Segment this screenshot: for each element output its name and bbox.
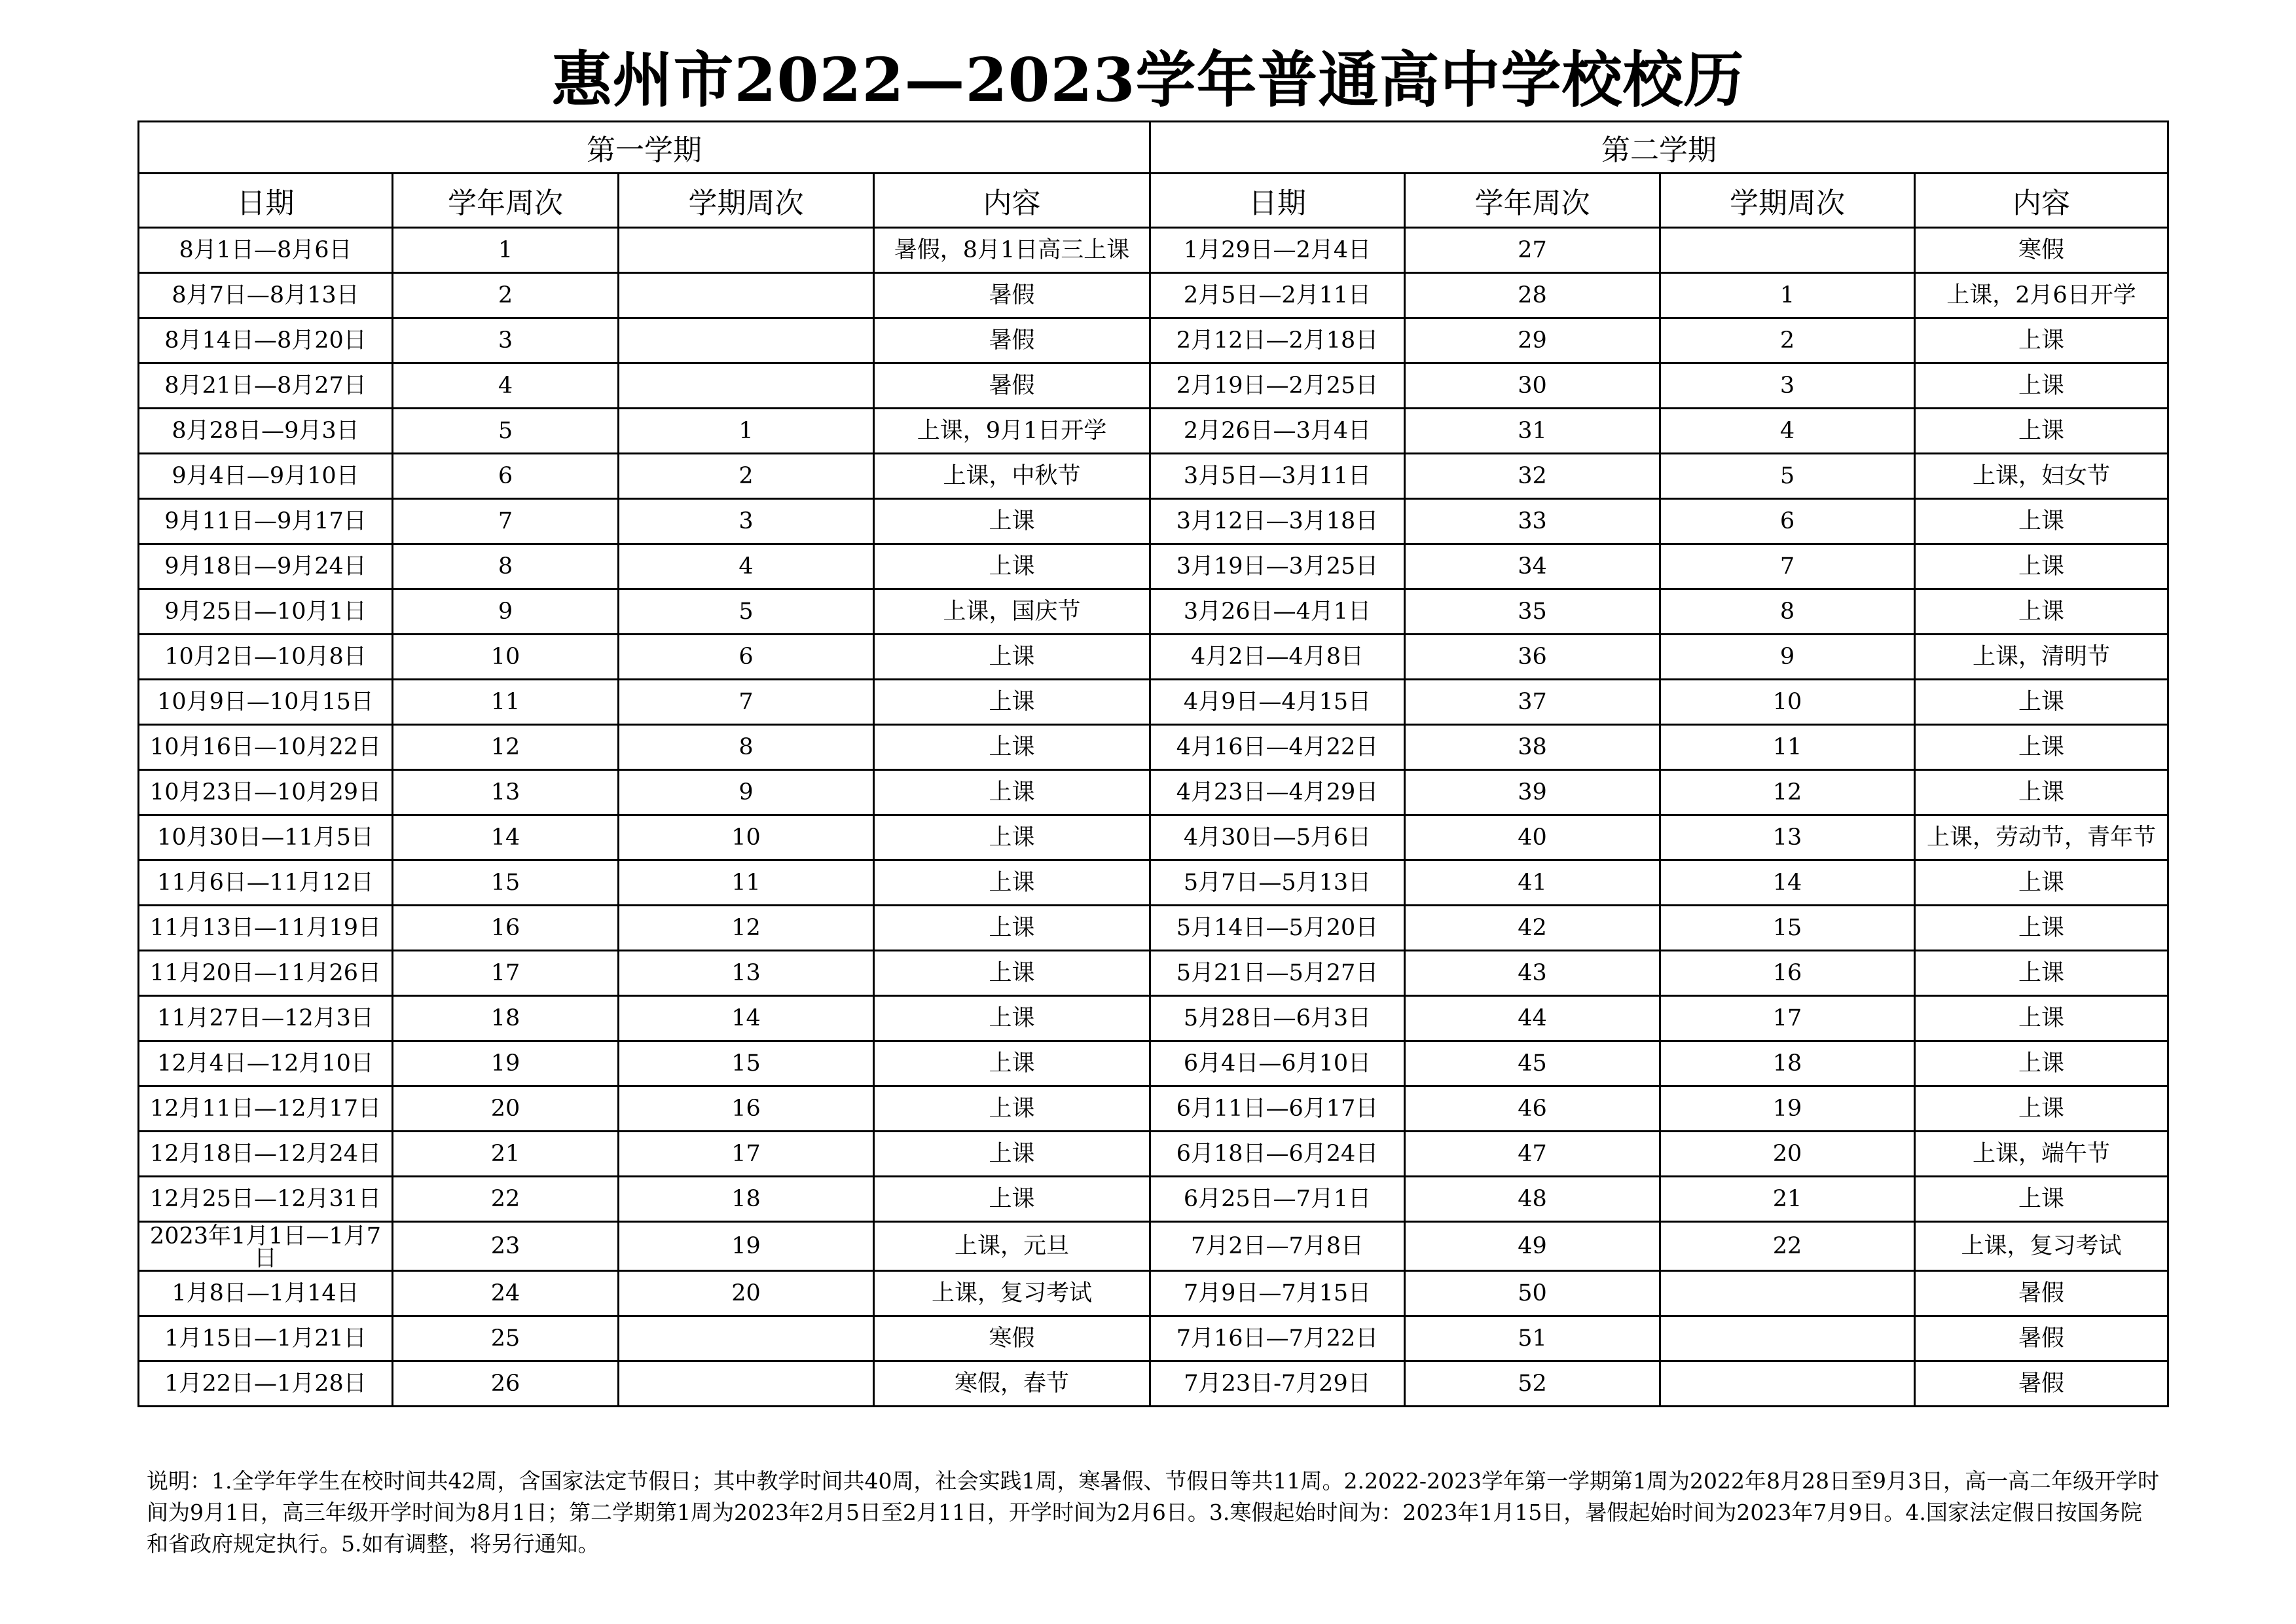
- content-cell: 上课，2月6日开学: [1915, 273, 2168, 318]
- date-cell: 6月18日—6月24日: [1150, 1132, 1405, 1177]
- semester-week-cell: 12: [619, 906, 874, 951]
- date-cell: 10月23日—10月29日: [139, 770, 393, 815]
- table-row: [139, 1177, 2168, 1222]
- date-cell: 11月20日—11月26日: [139, 951, 393, 996]
- date-cell: 8月1日—8月6日: [139, 228, 393, 273]
- content-cell: 上课: [1915, 996, 2168, 1041]
- content-cell: 上课: [874, 499, 1150, 544]
- date-cell: 9月4日—9月10日: [139, 454, 393, 499]
- year-week-cell: 20: [393, 1086, 619, 1132]
- date-cell: 4月2日—4月8日: [1150, 635, 1405, 680]
- content-cell: 上课，劳动节，青年节: [1915, 815, 2168, 860]
- year-week-cell: 32: [1405, 454, 1660, 499]
- semester-week-cell: 19: [1660, 1086, 1915, 1132]
- date-cell: 1月8日—1月14日: [139, 1271, 393, 1316]
- table-row: [139, 725, 2168, 770]
- table-row: [139, 951, 2168, 996]
- date-cell: 6月11日—6月17日: [1150, 1086, 1405, 1132]
- year-week-cell: 42: [1405, 906, 1660, 951]
- year-week-cell: 3: [393, 318, 619, 363]
- year-week-cell: 34: [1405, 544, 1660, 589]
- date-cell: 8月7日—8月13日: [139, 273, 393, 318]
- year-week-cell: 26: [393, 1361, 619, 1407]
- semester-week-cell: [1660, 1361, 1915, 1407]
- column-header-date: 日期: [1150, 174, 1405, 228]
- content-cell: 上课: [1915, 544, 2168, 589]
- content-cell: 上课，元旦: [874, 1222, 1150, 1271]
- content-cell: 上课，国庆节: [874, 589, 1150, 635]
- semester-week-cell: [1660, 228, 1915, 273]
- year-week-cell: 40: [1405, 815, 1660, 860]
- semester-week-cell: 17: [619, 1132, 874, 1177]
- year-week-cell: 15: [393, 860, 619, 906]
- year-week-cell: 50: [1405, 1271, 1660, 1316]
- table-row: [139, 499, 2168, 544]
- column-header-row: [139, 174, 2168, 228]
- content-cell: 上课: [1915, 1086, 2168, 1132]
- year-week-cell: 31: [1405, 409, 1660, 454]
- table-row: [139, 906, 2168, 951]
- year-week-cell: 35: [1405, 589, 1660, 635]
- date-cell: 7月9日—7月15日: [1150, 1271, 1405, 1316]
- content-cell: 上课: [1915, 1041, 2168, 1086]
- content-cell: 上课: [874, 770, 1150, 815]
- year-week-cell: 14: [393, 815, 619, 860]
- content-cell: 寒假: [874, 1316, 1150, 1361]
- table-row: [139, 680, 2168, 725]
- column-header-year-week: 学年周次: [1405, 174, 1660, 228]
- content-cell: 暑假: [1915, 1316, 2168, 1361]
- year-week-cell: 49: [1405, 1222, 1660, 1271]
- table-row: [139, 770, 2168, 815]
- content-cell: 暑假: [1915, 1361, 2168, 1407]
- content-cell: 上课: [1915, 1177, 2168, 1222]
- year-week-cell: 45: [1405, 1041, 1660, 1086]
- year-week-cell: 23: [393, 1222, 619, 1271]
- content-cell: 上课: [1915, 725, 2168, 770]
- content-cell: 暑假，8月1日高三上课: [874, 228, 1150, 273]
- year-week-cell: 47: [1405, 1132, 1660, 1177]
- semester-week-cell: 4: [619, 544, 874, 589]
- date-cell: 12月11日—12月17日: [139, 1086, 393, 1132]
- date-cell: 9月25日—10月1日: [139, 589, 393, 635]
- year-week-cell: 5: [393, 409, 619, 454]
- semester-week-cell: 6: [1660, 499, 1915, 544]
- content-cell: 上课: [874, 815, 1150, 860]
- year-week-cell: 41: [1405, 860, 1660, 906]
- year-week-cell: 44: [1405, 996, 1660, 1041]
- content-cell: 上课，中秋节: [874, 454, 1150, 499]
- date-cell: 10月16日—10月22日: [139, 725, 393, 770]
- table-row: [139, 409, 2168, 454]
- semester-week-cell: 2: [619, 454, 874, 499]
- semester-week-cell: 16: [1660, 951, 1915, 996]
- date-cell: 7月23日-7月29日: [1150, 1361, 1405, 1407]
- semester-week-cell: 14: [1660, 860, 1915, 906]
- year-week-cell: 46: [1405, 1086, 1660, 1132]
- table-row: [139, 1086, 2168, 1132]
- semester-week-cell: 13: [619, 951, 874, 996]
- semester-week-cell: 20: [619, 1271, 874, 1316]
- semester-week-cell: 2: [1660, 318, 1915, 363]
- year-week-cell: 27: [1405, 228, 1660, 273]
- table-row: [139, 363, 2168, 409]
- date-cell: 5月21日—5月27日: [1150, 951, 1405, 996]
- semester-week-cell: 1: [1660, 273, 1915, 318]
- date-cell: 2月12日—2月18日: [1150, 318, 1405, 363]
- date-cell: 7月16日—7月22日: [1150, 1316, 1405, 1361]
- table-row: [139, 1222, 2168, 1271]
- semester-week-cell: 7: [619, 680, 874, 725]
- semester-week-cell: 4: [1660, 409, 1915, 454]
- content-cell: 上课: [1915, 906, 2168, 951]
- semester-week-cell: 8: [1660, 589, 1915, 635]
- school-calendar-table: [137, 120, 2169, 1407]
- content-cell: 上课: [874, 1041, 1150, 1086]
- date-cell: 9月18日—9月24日: [139, 544, 393, 589]
- year-week-cell: 13: [393, 770, 619, 815]
- column-header-content: 内容: [1915, 174, 2168, 228]
- table-row: [139, 228, 2168, 273]
- first-semester-header: 第一学期: [139, 122, 1150, 174]
- content-cell: 暑假: [874, 363, 1150, 409]
- year-week-cell: 52: [1405, 1361, 1660, 1407]
- year-week-cell: 38: [1405, 725, 1660, 770]
- date-cell: 4月23日—4月29日: [1150, 770, 1405, 815]
- year-week-cell: 4: [393, 363, 619, 409]
- table-row: [139, 815, 2168, 860]
- content-cell: 上课，妇女节: [1915, 454, 2168, 499]
- content-cell: 上课: [874, 951, 1150, 996]
- semester-week-cell: 16: [619, 1086, 874, 1132]
- table-row: [139, 860, 2168, 906]
- year-week-cell: 1: [393, 228, 619, 273]
- content-cell: 上课: [1915, 860, 2168, 906]
- semester-week-cell: 3: [619, 499, 874, 544]
- year-week-cell: 22: [393, 1177, 619, 1222]
- semester-week-cell: 9: [1660, 635, 1915, 680]
- year-week-cell: 10: [393, 635, 619, 680]
- content-cell: 上课: [874, 860, 1150, 906]
- semester-week-cell: 19: [619, 1222, 874, 1271]
- date-cell: 5月28日—6月3日: [1150, 996, 1405, 1041]
- semester-week-cell: [619, 363, 874, 409]
- year-week-cell: 6: [393, 454, 619, 499]
- table-row: [139, 1271, 2168, 1316]
- date-cell: 2月19日—2月25日: [1150, 363, 1405, 409]
- semester-week-cell: 5: [619, 589, 874, 635]
- column-header-semester-week: 学期周次: [1660, 174, 1915, 228]
- date-cell: 12月4日—12月10日: [139, 1041, 393, 1086]
- date-cell: 8月14日—8月20日: [139, 318, 393, 363]
- date-cell: 3月5日—3月11日: [1150, 454, 1405, 499]
- date-cell: 10月2日—10月8日: [139, 635, 393, 680]
- page-title: 惠州市2022—2023学年普通高中学校校历: [551, 45, 1745, 115]
- semester-week-cell: 15: [619, 1041, 874, 1086]
- date-cell: 3月12日—3月18日: [1150, 499, 1405, 544]
- semester-week-cell: [1660, 1271, 1915, 1316]
- semester-week-cell: 18: [1660, 1041, 1915, 1086]
- date-cell: 1月22日—1月28日: [139, 1361, 393, 1407]
- year-week-cell: 51: [1405, 1316, 1660, 1361]
- table-row: [139, 589, 2168, 635]
- semester-week-cell: 11: [619, 860, 874, 906]
- notes-text: 说明：1.全学年学生在校时间共42周，含国家法定节假日；其中教学时间共40周，社会实践1周，寒暑假、节假日等共11周。2.2022-2023学年第一学期第1周为2022年8月28日至9月3日，高一高二年级开学时间为9月1日，高三年级开学时间为8月1日；第二学期第1周为2023年2月5日至2月11日，开学时间为2月6日。3.寒假起始时间为：2023年1月15日，暑假起始时间为2023年7月9日。4.国家法定假日按国务院和省政府规定执行。5.如有调整，将另行通知。: [147, 1468, 2160, 1557]
- year-week-cell: 48: [1405, 1177, 1660, 1222]
- content-cell: 上课: [1915, 951, 2168, 996]
- date-cell: 10月9日—10月15日: [139, 680, 393, 725]
- year-week-cell: 33: [1405, 499, 1660, 544]
- date-cell: 3月26日—4月1日: [1150, 589, 1405, 635]
- date-cell: 1月29日—2月4日: [1150, 228, 1405, 273]
- table-row: [139, 544, 2168, 589]
- year-week-cell: 43: [1405, 951, 1660, 996]
- year-week-cell: 2: [393, 273, 619, 318]
- year-week-cell: 28: [1405, 273, 1660, 318]
- semester-week-cell: 10: [1660, 680, 1915, 725]
- semester-week-cell: [619, 273, 874, 318]
- semester-week-cell: 15: [1660, 906, 1915, 951]
- content-cell: 上课: [1915, 680, 2168, 725]
- date-cell: 2月5日—2月11日: [1150, 273, 1405, 318]
- semester-week-cell: 7: [1660, 544, 1915, 589]
- date-cell: 5月14日—5月20日: [1150, 906, 1405, 951]
- semester-week-cell: 9: [619, 770, 874, 815]
- semester-week-cell: 11: [1660, 725, 1915, 770]
- content-cell: 上课，端午节: [1915, 1132, 2168, 1177]
- year-week-cell: 19: [393, 1041, 619, 1086]
- date-cell: 3月19日—3月25日: [1150, 544, 1405, 589]
- content-cell: 暑假: [1915, 1271, 2168, 1316]
- content-cell: 上课，复习考试: [874, 1271, 1150, 1316]
- date-cell: 11月6日—11月12日: [139, 860, 393, 906]
- year-week-cell: 39: [1405, 770, 1660, 815]
- table-row: [139, 1041, 2168, 1086]
- year-week-cell: 11: [393, 680, 619, 725]
- content-cell: 上课: [1915, 499, 2168, 544]
- date-cell: 10月30日—11月5日: [139, 815, 393, 860]
- content-cell: 上课: [874, 1132, 1150, 1177]
- semester-week-cell: 17: [1660, 996, 1915, 1041]
- semester-week-cell: 18: [619, 1177, 874, 1222]
- semester-week-cell: 8: [619, 725, 874, 770]
- content-cell: 寒假: [1915, 228, 2168, 273]
- date-cell: 12月18日—12月24日: [139, 1132, 393, 1177]
- semester-header-row: [139, 122, 2168, 174]
- content-cell: 上课: [874, 906, 1150, 951]
- content-cell: 上课: [1915, 363, 2168, 409]
- content-cell: 寒假，春节: [874, 1361, 1150, 1407]
- content-cell: 上课: [1915, 589, 2168, 635]
- table-row: [139, 1316, 2168, 1361]
- content-cell: 上课: [874, 544, 1150, 589]
- semester-week-cell: 10: [619, 815, 874, 860]
- content-cell: 上课: [874, 635, 1150, 680]
- date-cell: 8月28日—9月3日: [139, 409, 393, 454]
- year-week-cell: 16: [393, 906, 619, 951]
- year-week-cell: 30: [1405, 363, 1660, 409]
- semester-week-cell: 6: [619, 635, 874, 680]
- content-cell: 上课: [874, 725, 1150, 770]
- content-cell: 上课: [1915, 409, 2168, 454]
- year-week-cell: 37: [1405, 680, 1660, 725]
- content-cell: 上课，复习考试: [1915, 1222, 2168, 1271]
- semester-week-cell: 14: [619, 996, 874, 1041]
- content-cell: 上课: [874, 1086, 1150, 1132]
- semester-week-cell: [1660, 1316, 1915, 1361]
- year-week-cell: 36: [1405, 635, 1660, 680]
- table-row: [139, 1132, 2168, 1177]
- content-cell: 上课: [1915, 318, 2168, 363]
- column-header-content: 内容: [874, 174, 1150, 228]
- year-week-cell: 12: [393, 725, 619, 770]
- date-cell: 1月15日—1月21日: [139, 1316, 393, 1361]
- date-cell: 2月26日—3月4日: [1150, 409, 1405, 454]
- content-cell: 上课: [874, 680, 1150, 725]
- semester-week-cell: [619, 318, 874, 363]
- year-week-cell: 24: [393, 1271, 619, 1316]
- second-semester-header: 第二学期: [1150, 122, 2168, 174]
- date-cell: 6月4日—6月10日: [1150, 1041, 1405, 1086]
- date-cell: 11月27日—12月3日: [139, 996, 393, 1041]
- year-week-cell: 21: [393, 1132, 619, 1177]
- content-cell: 上课: [1915, 770, 2168, 815]
- semester-week-cell: [619, 228, 874, 273]
- content-cell: 暑假: [874, 273, 1150, 318]
- content-cell: 上课，清明节: [1915, 635, 2168, 680]
- table-row: [139, 454, 2168, 499]
- table-row: [139, 273, 2168, 318]
- semester-week-cell: 22: [1660, 1222, 1915, 1271]
- date-cell: 5月7日—5月13日: [1150, 860, 1405, 906]
- semester-week-cell: 20: [1660, 1132, 1915, 1177]
- year-week-cell: 8: [393, 544, 619, 589]
- year-week-cell: 18: [393, 996, 619, 1041]
- date-cell: 8月21日—8月27日: [139, 363, 393, 409]
- date-cell: 11月13日—11月19日: [139, 906, 393, 951]
- table-row: [139, 318, 2168, 363]
- date-cell: 4月9日—4月15日: [1150, 680, 1405, 725]
- year-week-cell: 17: [393, 951, 619, 996]
- table-row: [139, 635, 2168, 680]
- content-cell: 暑假: [874, 318, 1150, 363]
- semester-week-cell: 1: [619, 409, 874, 454]
- semester-week-cell: 12: [1660, 770, 1915, 815]
- date-cell: 7月2日—7月8日: [1150, 1222, 1405, 1271]
- column-header-year-week: 学年周次: [393, 174, 619, 228]
- year-week-cell: 9: [393, 589, 619, 635]
- year-week-cell: 25: [393, 1316, 619, 1361]
- semester-week-cell: 21: [1660, 1177, 1915, 1222]
- semester-week-cell: 3: [1660, 363, 1915, 409]
- content-cell: 上课: [874, 1177, 1150, 1222]
- date-cell: 6月25日—7月1日: [1150, 1177, 1405, 1222]
- semester-week-cell: 5: [1660, 454, 1915, 499]
- date-cell: 12月25日—12月31日: [139, 1177, 393, 1222]
- column-header-date: 日期: [139, 174, 393, 228]
- semester-week-cell: 13: [1660, 815, 1915, 860]
- date-cell: 9月11日—9月17日: [139, 499, 393, 544]
- year-week-cell: 7: [393, 499, 619, 544]
- table-row: [139, 996, 2168, 1041]
- date-cell: 2023年1月1日—1月7日: [139, 1222, 393, 1271]
- content-cell: 上课: [874, 996, 1150, 1041]
- column-header-semester-week: 学期周次: [619, 174, 874, 228]
- semester-week-cell: [619, 1361, 874, 1407]
- table-row: [139, 1361, 2168, 1407]
- year-week-cell: 29: [1405, 318, 1660, 363]
- content-cell: 上课，9月1日开学: [874, 409, 1150, 454]
- date-cell: 4月30日—5月6日: [1150, 815, 1405, 860]
- calendar-body: [139, 228, 2168, 1407]
- date-cell: 4月16日—4月22日: [1150, 725, 1405, 770]
- semester-week-cell: [619, 1316, 874, 1361]
